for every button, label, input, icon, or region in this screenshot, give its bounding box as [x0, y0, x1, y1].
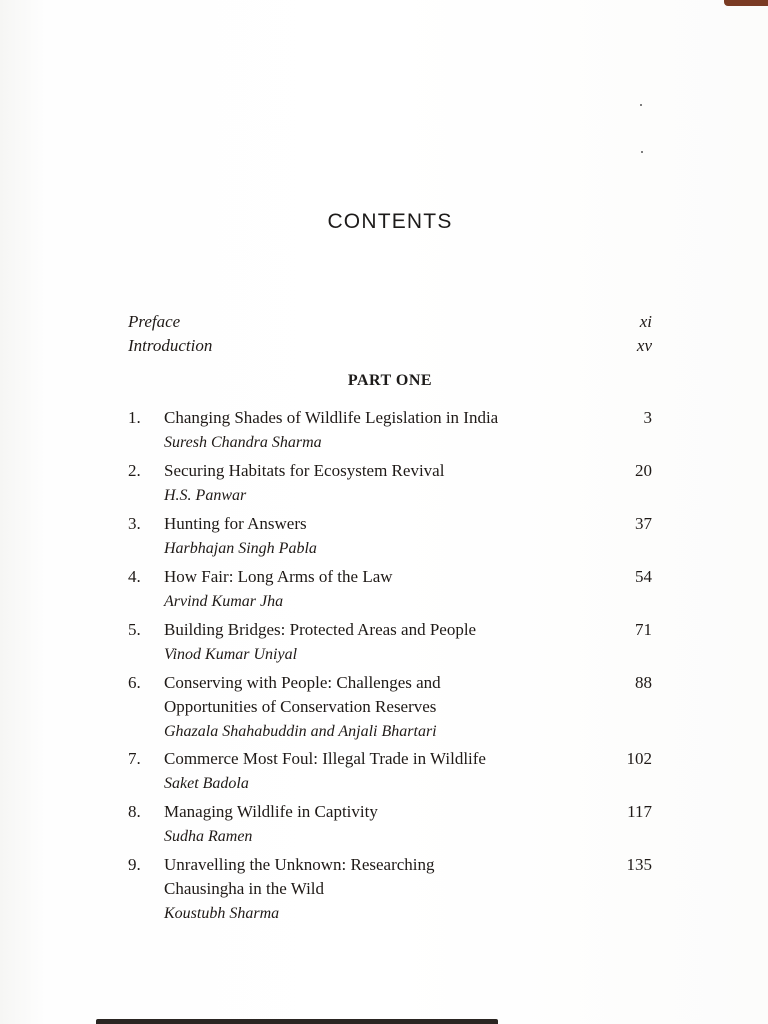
- entry-number: 7.: [128, 749, 141, 768]
- entry-page: 71: [635, 620, 652, 639]
- entry-author: H.S. Panwar: [164, 487, 247, 504]
- entry-page: 3: [643, 408, 652, 427]
- entry-author: Suresh Chandra Sharma: [164, 434, 322, 451]
- speck: [640, 104, 642, 106]
- entry-number: 6.: [128, 673, 141, 692]
- entry-number: 4.: [128, 567, 141, 586]
- entry-title: Commerce Most Foul: Illegal Trade in Wildlife: [164, 749, 486, 768]
- entry-page: 102: [626, 749, 652, 768]
- entry-author: Vinod Kumar Uniyal: [164, 646, 298, 663]
- entry-title: Conserving with People: Challenges and: [164, 673, 441, 692]
- entry-page: 37: [635, 514, 652, 533]
- entry-number: 9.: [128, 855, 141, 874]
- entry-title: How Fair: Long Arms of the Law: [164, 567, 393, 586]
- entry-title: Managing Wildlife in Captivity: [164, 802, 378, 821]
- entry-title-continued: Opportunities of Conservation Reserves: [164, 697, 437, 716]
- page-bottom-edge: [96, 1019, 498, 1024]
- entry-author: Ghazala Shahabuddin and Anjali Bhartari: [164, 723, 437, 740]
- entry-number: 5.: [128, 620, 141, 639]
- entry-page: 20: [635, 461, 652, 480]
- entry-author: Koustubh Sharma: [164, 905, 280, 922]
- entry-number: 2.: [128, 461, 141, 480]
- entry-title: Securing Habitats for Ecosystem Revival: [164, 461, 445, 480]
- speck: [641, 151, 643, 153]
- entry-author: Harbhajan Singh Pabla: [164, 540, 317, 557]
- front-matter-label: Preface: [128, 312, 181, 331]
- entry-page: 117: [627, 802, 652, 821]
- entry-title: Unravelling the Unknown: Researching: [164, 855, 435, 874]
- entry-title: Changing Shades of Wildlife Legislation in India: [164, 408, 499, 427]
- entry-page: 135: [626, 855, 652, 874]
- entry-author: Saket Badola: [164, 775, 249, 792]
- entry-number: 1.: [128, 408, 141, 427]
- entry-author: Arvind Kumar Jha: [164, 593, 284, 610]
- entry-number: 8.: [128, 802, 141, 821]
- entry-page: 88: [635, 673, 652, 692]
- front-matter-page: xv: [636, 336, 652, 355]
- front-matter-label: Introduction: [128, 336, 213, 355]
- contents-heading: CONTENTS: [327, 210, 453, 233]
- front-matter-page: xi: [639, 312, 652, 331]
- entry-title-continued: Chausingha in the Wild: [164, 879, 325, 898]
- entry-author: Sudha Ramen: [164, 828, 253, 845]
- part-heading: PART ONE: [347, 372, 433, 389]
- entry-page: 54: [635, 567, 652, 586]
- entry-title: Building Bridges: Protected Areas and People: [164, 620, 477, 639]
- page-edge-marker: [724, 0, 768, 6]
- entry-number: 3.: [128, 514, 141, 533]
- entry-title: Hunting for Answers: [164, 514, 307, 533]
